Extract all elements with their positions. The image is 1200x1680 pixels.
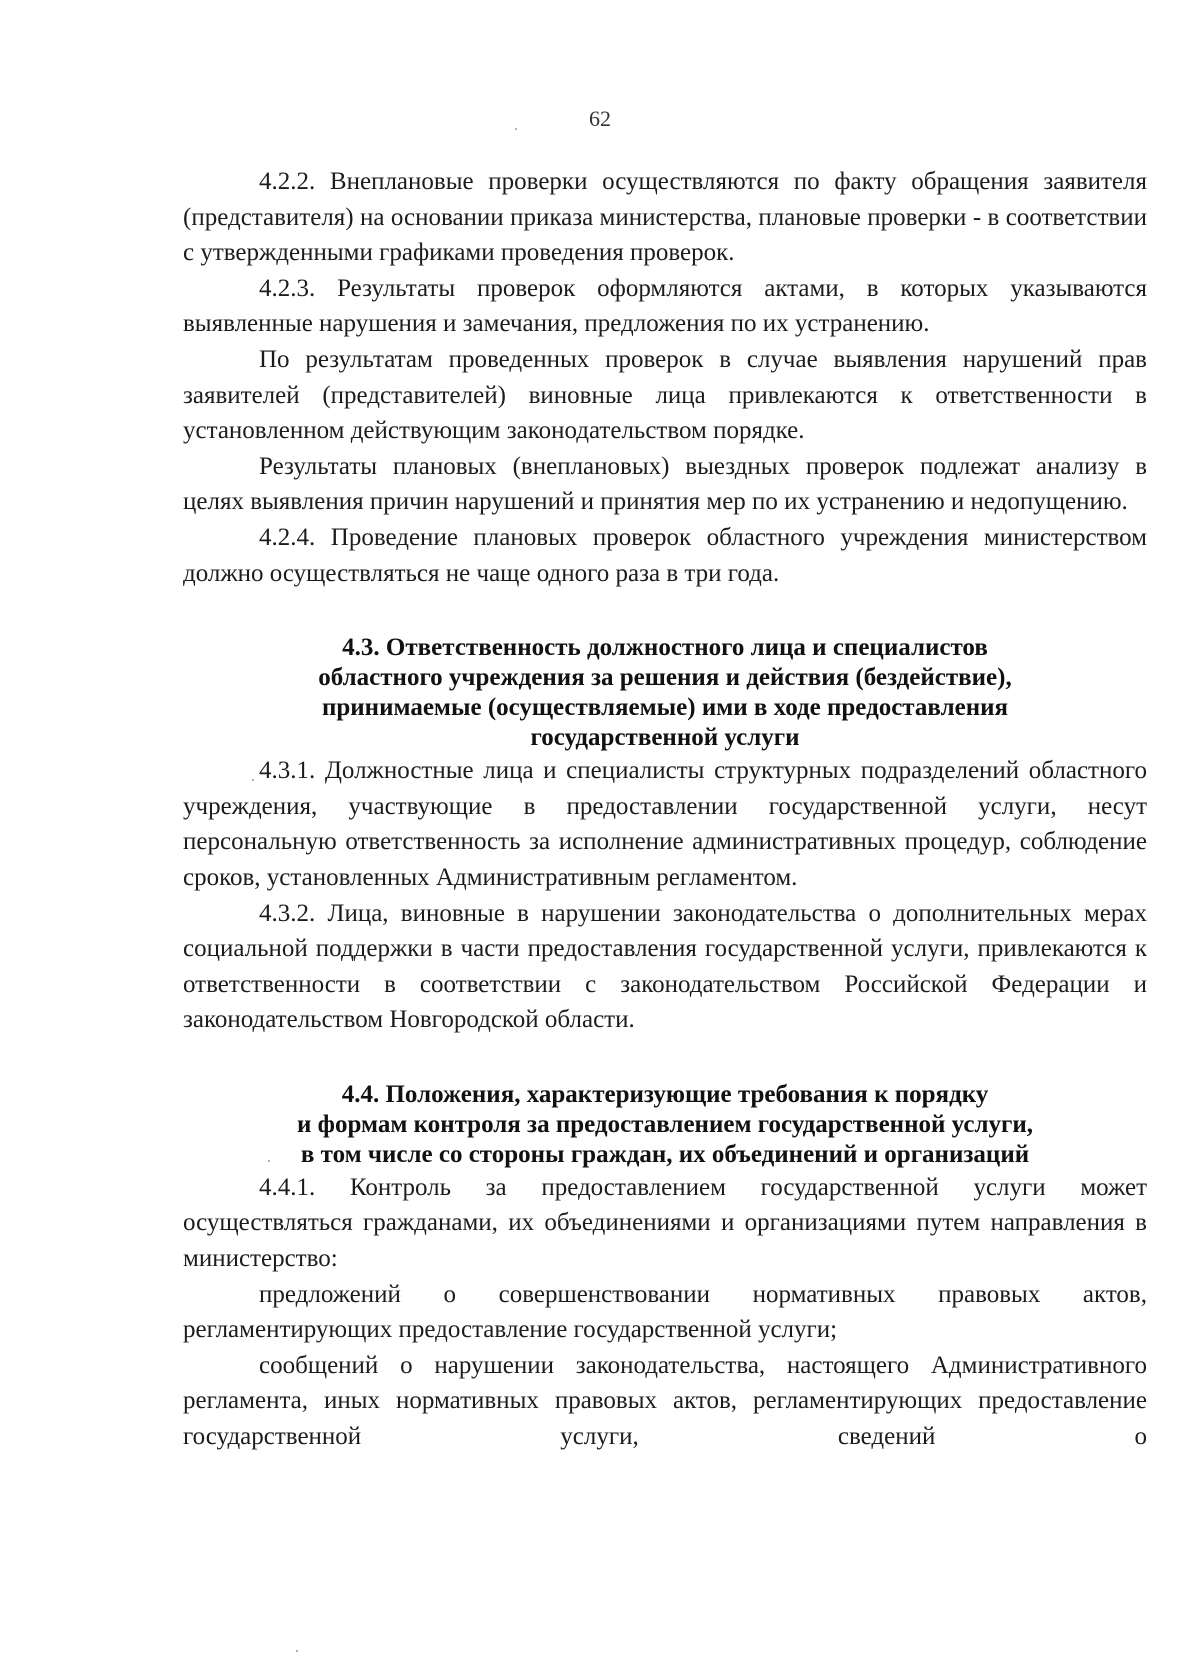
paragraph-4-4-1: 4.4.1. Контроль за предоставлением государственной услуги может осуществляться гражданами, их объединениями и организациями путем направления в министерство: bbox=[183, 1173, 1147, 1273]
paragraph-violations-liability: По результатам проведенных проверок в случае выявления нарушений прав заявителей (представителей) виновные лица привлекаются к ответственности в установленном действующим законодательством порядке. bbox=[183, 345, 1147, 445]
section-heading-4-3 bbox=[183, 633, 1147, 753]
page-number: 62 bbox=[589, 106, 611, 131]
heading-line: 4.4. Положения, характеризующие требования к порядку bbox=[341, 1080, 989, 1108]
paragraph-inspection-results: Результаты плановых (внеплановых) выездных проверок подлежат анализу в целях выявления причин нарушений и принятия мер по их устранению и недопущению. bbox=[183, 452, 1147, 516]
section-gap bbox=[183, 591, 1147, 633]
heading-line: 4.3. Ответственность должностного лица и специалистов bbox=[342, 634, 988, 662]
paragraph-4-3-1: 4.3.1. Должностные лица и специалисты структурных подразделений областного учреждения, участвующие в предоставлении государственной услуги, несут персональную ответственность за исполнение административных процедур, соблюдение сроков, установленных Административным регламентом. bbox=[183, 757, 1147, 891]
paragraph-4-2-2: 4.2.2. Внеплановые проверки осуществляются по факту обращения заявителя (представителя) на основании приказа министерства, плановые проверки - в соответствии с утвержденными графиками проведения проверок. bbox=[183, 168, 1147, 267]
paragraph-4-3-2: 4.3.2. Лица, виновные в нарушении законодательства о дополнительных мерах социальной поддержки в части предоставления государственной услуги, привлекаются к ответственности в соответствии с законодательством Российской Федерации и законодательством Новгородской области. bbox=[183, 899, 1147, 1034]
paragraph-4-2-3: 4.2.3. Результаты проверок оформляются актами, в которых указываются выявленные нарушения и замечания, предложения по их устранению. bbox=[183, 274, 1147, 338]
paragraph-reports: сообщений о нарушении законодательства, настоящего Административного регламента, иных нормативных правовых актов, регламентирующих предоставление государственной услуги, сведений о bbox=[183, 1351, 1147, 1451]
heading-line: и формам контроля за предоставлением государственной услуги, bbox=[297, 1110, 1033, 1138]
scan-speck bbox=[296, 1650, 298, 1652]
section-heading-4-4 bbox=[183, 1080, 1147, 1170]
heading-line: в том числе со стороны граждан, их объединений и организаций bbox=[300, 1140, 1030, 1168]
scan-speck bbox=[268, 1160, 270, 1162]
scan-speck bbox=[515, 128, 517, 130]
heading-line: областного учреждения за решения и действия (бездействие), bbox=[318, 664, 1012, 692]
paragraph-4-2-4: 4.2.4. Проведение плановых проверок областного учреждения министерством должно осуществляться не чаще одного раза в три года. bbox=[183, 523, 1147, 587]
heading-line: принимаемые (осуществляемые) ими в ходе предоставления bbox=[321, 694, 1009, 722]
paragraph-proposals: предложений о совершенствовании нормативных правовых актов, регламентирующих предоставление государственной услуги; bbox=[183, 1280, 1147, 1344]
heading-line: государственной услуги bbox=[530, 724, 800, 752]
scan-speck bbox=[252, 779, 254, 781]
document-body bbox=[183, 164, 1147, 1455]
section-gap bbox=[183, 1038, 1147, 1080]
